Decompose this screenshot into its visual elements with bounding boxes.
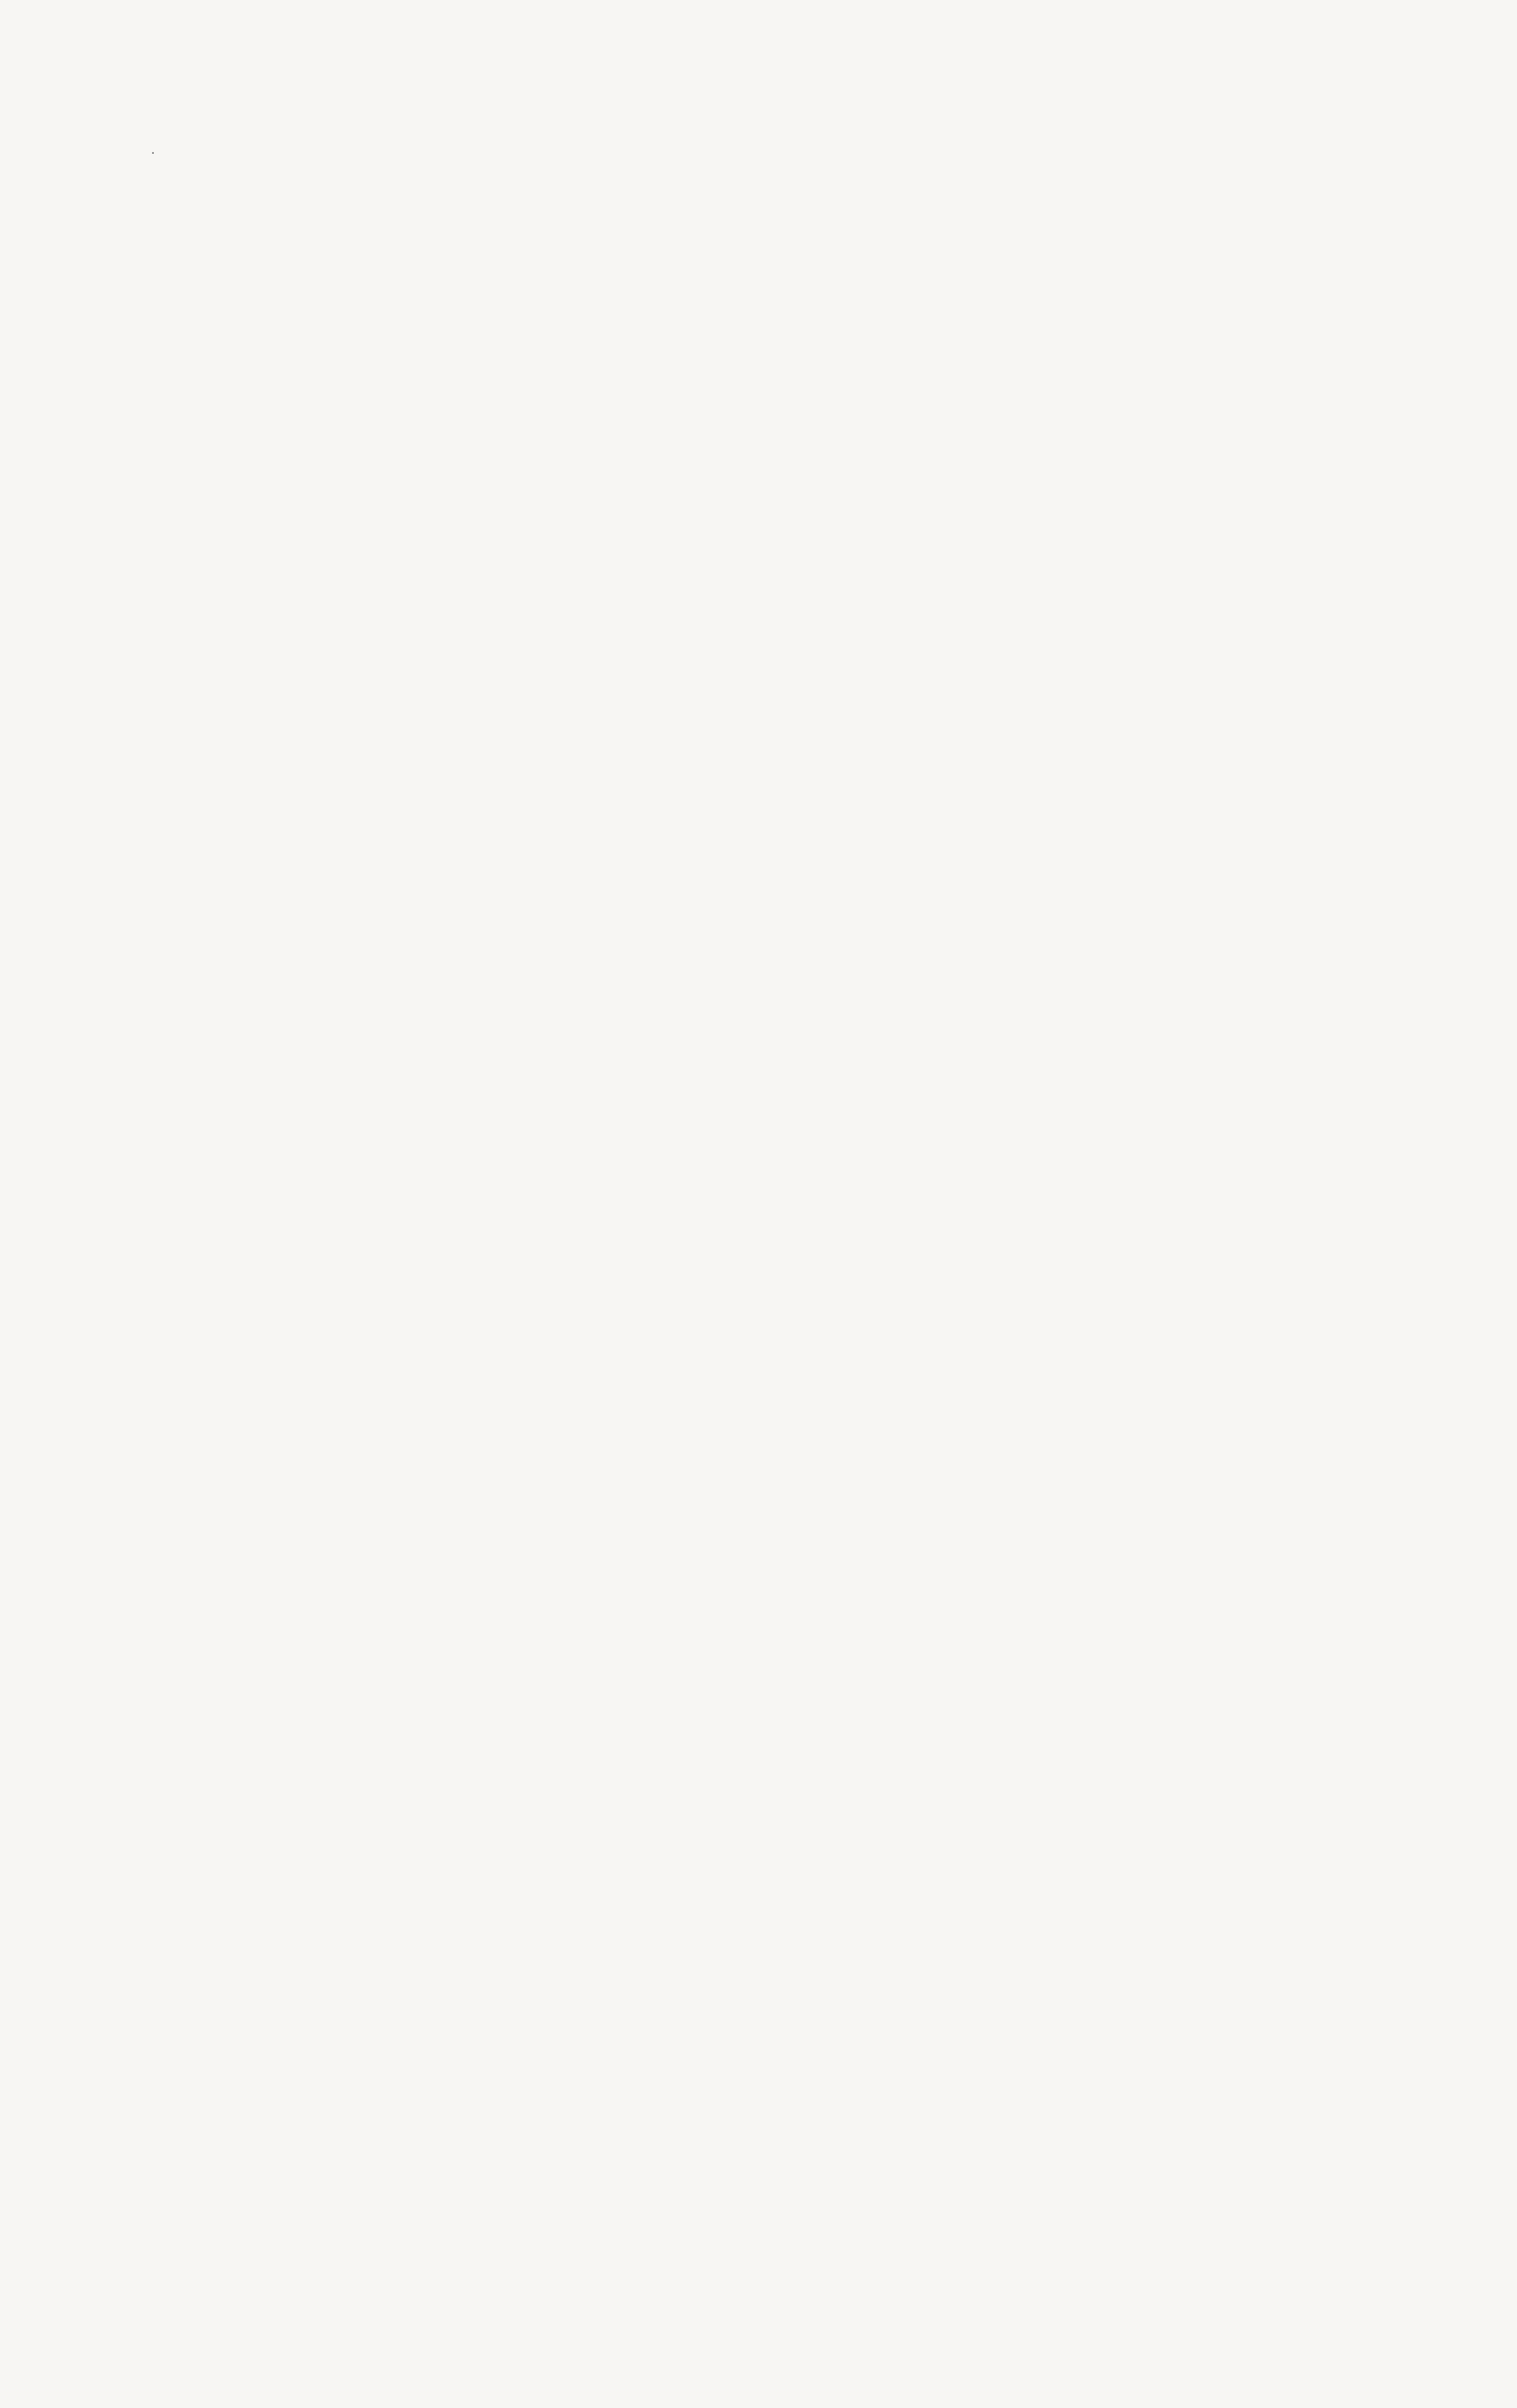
chapter-heading bbox=[52, 148, 1385, 241]
table-of-contents bbox=[52, 148, 1385, 241]
